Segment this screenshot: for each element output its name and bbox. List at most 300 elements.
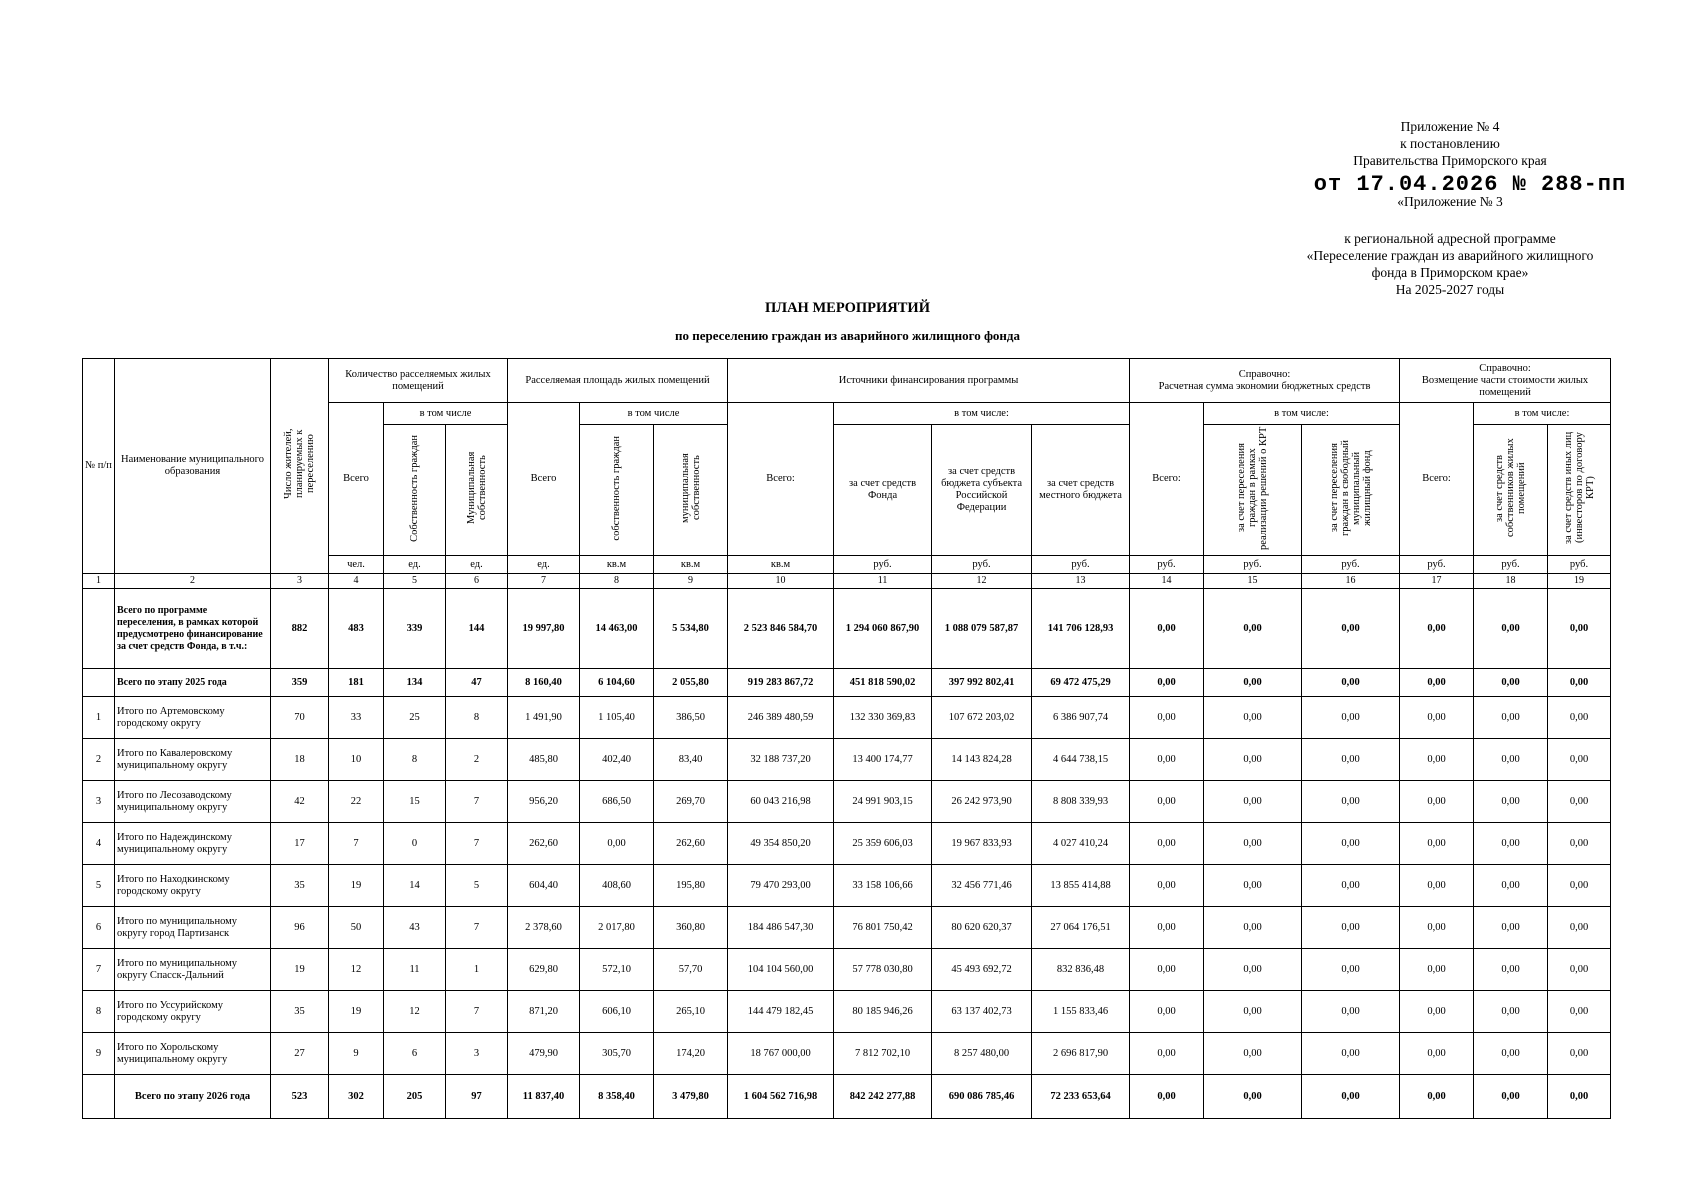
column-number: 19 <box>1548 574 1611 589</box>
unit-cell: руб. <box>1130 556 1204 574</box>
value-cell: 0,00 <box>1130 823 1204 865</box>
municipality-name: Итого по Уссурийскому городскому округу <box>115 991 271 1033</box>
col-economy-total: Всего: <box>1130 403 1204 556</box>
value-cell: 144 479 182,45 <box>728 991 834 1033</box>
value-cell: 0,00 <box>1474 781 1548 823</box>
column-number: 6 <box>446 574 508 589</box>
value-cell: 0,00 <box>1474 823 1548 865</box>
unit-cell: руб. <box>1548 556 1611 574</box>
value-cell: 0,00 <box>1130 949 1204 991</box>
value-cell: 339 <box>384 589 446 669</box>
value-cell: 33 158 106,66 <box>834 865 932 907</box>
row-number: 6 <box>83 907 115 949</box>
table-row <box>83 589 1611 669</box>
value-cell: 0,00 <box>1130 1033 1204 1075</box>
value-cell: 0,00 <box>1302 739 1400 781</box>
unit-cell: кв.м <box>580 556 654 574</box>
value-cell: 0,00 <box>1130 1075 1204 1119</box>
value-cell: 12 <box>329 949 384 991</box>
value-cell: 265,10 <box>654 991 728 1033</box>
value-cell: 141 706 128,93 <box>1032 589 1130 669</box>
municipality-name: Всего по этапу 2026 года <box>115 1075 271 1119</box>
value-cell: 2 378,60 <box>508 907 580 949</box>
value-cell: 262,60 <box>508 823 580 865</box>
column-number: 3 <box>271 574 329 589</box>
value-cell: 451 818 590,02 <box>834 669 932 697</box>
value-cell: 69 472 475,29 <box>1032 669 1130 697</box>
value-cell: 7 <box>446 823 508 865</box>
value-cell: 57 778 030,80 <box>834 949 932 991</box>
value-cell: 0,00 <box>1548 669 1611 697</box>
value-cell: 26 242 973,90 <box>932 781 1032 823</box>
value-cell: 1 294 060 867,90 <box>834 589 932 669</box>
value-cell: 269,70 <box>654 781 728 823</box>
value-cell: 24 991 903,15 <box>834 781 932 823</box>
table-row <box>83 823 1611 865</box>
value-cell: 18 <box>271 739 329 781</box>
value-cell: 483 <box>329 589 384 669</box>
value-cell: 7 <box>446 991 508 1033</box>
unit-cell: руб. <box>1400 556 1474 574</box>
value-cell: 0,00 <box>1400 669 1474 697</box>
municipality-name: Итого по Хорольскому муниципальному округу <box>115 1033 271 1075</box>
annex-program-ref: к региональной адресной программе <box>1344 231 1556 246</box>
column-number: 18 <box>1474 574 1548 589</box>
value-cell: 0,00 <box>1400 739 1474 781</box>
value-cell: 10 <box>329 739 384 781</box>
col-economy-krt: за счет переселения граждан в рамках реализации решений о КРТ <box>1204 425 1302 556</box>
col-economy-free-fund: за счет переселения граждан в свободный муниципальный жилищный фонд <box>1302 425 1400 556</box>
value-cell: 83,40 <box>654 739 728 781</box>
col-rooms-incl: в том числе <box>384 403 508 425</box>
col-economy-group: Справочно: Расчетная сумма экономии бюджетных средств <box>1130 359 1400 403</box>
value-cell: 0,00 <box>1474 907 1548 949</box>
unit-cell: ед. <box>508 556 580 574</box>
column-number: 5 <box>384 574 446 589</box>
col-area-private: собственность граждан <box>580 425 654 556</box>
value-cell: 0,00 <box>1302 949 1400 991</box>
value-cell: 0,00 <box>1400 1075 1474 1119</box>
municipality-name: Итого по Лесозаводскому муниципальному округу <box>115 781 271 823</box>
value-cell: 35 <box>271 865 329 907</box>
value-cell: 63 137 402,73 <box>932 991 1032 1033</box>
value-cell: 0,00 <box>1548 697 1611 739</box>
value-cell: 0,00 <box>1474 669 1548 697</box>
column-number: 8 <box>580 574 654 589</box>
unit-cell: чел. <box>329 556 384 574</box>
col-residents: Число жителей, планируемых к переселению <box>271 359 329 574</box>
value-cell: 8 257 480,00 <box>932 1033 1032 1075</box>
value-cell: 2 <box>446 739 508 781</box>
value-cell: 0,00 <box>580 823 654 865</box>
value-cell: 1 <box>446 949 508 991</box>
value-cell: 402,40 <box>580 739 654 781</box>
value-cell: 0,00 <box>1400 589 1474 669</box>
value-cell: 0,00 <box>1400 865 1474 907</box>
value-cell: 1 155 833,46 <box>1032 991 1130 1033</box>
unit-cell: кв.м <box>654 556 728 574</box>
col-rooms-private: Собственность граждан <box>384 425 446 556</box>
value-cell: 76 801 750,42 <box>834 907 932 949</box>
column-number: 17 <box>1400 574 1474 589</box>
value-cell: 0,00 <box>1400 781 1474 823</box>
column-number: 1 <box>83 574 115 589</box>
value-cell: 0,00 <box>1474 1075 1548 1119</box>
value-cell: 0,00 <box>1204 781 1302 823</box>
value-cell: 1 491,90 <box>508 697 580 739</box>
value-cell: 0,00 <box>1130 907 1204 949</box>
value-cell: 35 <box>271 991 329 1033</box>
municipality-name: Итого по Артемовскому городскому округу <box>115 697 271 739</box>
municipality-name: Итого по Надеждинскому муниципальному округу <box>115 823 271 865</box>
value-cell: 184 486 547,30 <box>728 907 834 949</box>
value-cell: 11 <box>384 949 446 991</box>
municipality-name: Итого по муниципальному округу Спасск-Дальний <box>115 949 271 991</box>
value-cell: 3 479,80 <box>654 1075 728 1119</box>
value-cell: 4 644 738,15 <box>1032 739 1130 781</box>
value-cell: 0,00 <box>1302 991 1400 1033</box>
value-cell: 70 <box>271 697 329 739</box>
resettlement-plan-table <box>82 358 1611 1119</box>
col-finance-total: Всего: <box>728 403 834 556</box>
value-cell: 8 <box>384 739 446 781</box>
value-cell: 0,00 <box>1548 949 1611 991</box>
column-number: 7 <box>508 574 580 589</box>
value-cell: 0,00 <box>1302 1075 1400 1119</box>
value-cell: 12 <box>384 991 446 1033</box>
value-cell: 832 836,48 <box>1032 949 1130 991</box>
value-cell: 0,00 <box>1204 823 1302 865</box>
value-cell: 606,10 <box>580 991 654 1033</box>
column-number: 12 <box>932 574 1032 589</box>
annex-program-name-2: фонда в Приморском крае» <box>1371 265 1529 280</box>
value-cell: 8 160,40 <box>508 669 580 697</box>
value-cell: 629,80 <box>508 949 580 991</box>
value-cell: 0,00 <box>1130 781 1204 823</box>
municipality-name: Всего по этапу 2025 года <box>115 669 271 697</box>
col-name: Наименование муниципального образования <box>115 359 271 574</box>
column-number: 4 <box>329 574 384 589</box>
col-economy-incl: в том числе: <box>1204 403 1400 425</box>
value-cell: 1 088 079 587,87 <box>932 589 1032 669</box>
value-cell: 0,00 <box>1204 991 1302 1033</box>
value-cell: 0,00 <box>1204 907 1302 949</box>
value-cell: 17 <box>271 823 329 865</box>
value-cell: 0,00 <box>1204 669 1302 697</box>
table-row <box>83 697 1611 739</box>
value-cell: 14 <box>384 865 446 907</box>
value-cell: 50 <box>329 907 384 949</box>
value-cell: 0,00 <box>1130 697 1204 739</box>
value-cell: 1 105,40 <box>580 697 654 739</box>
value-cell: 0,00 <box>1204 1075 1302 1119</box>
value-cell: 60 043 216,98 <box>728 781 834 823</box>
value-cell: 13 855 414,88 <box>1032 865 1130 907</box>
annex-to-decree: к постановлению <box>1400 136 1500 151</box>
unit-cell: кв.м <box>728 556 834 574</box>
value-cell: 9 <box>329 1033 384 1075</box>
value-cell: 96 <box>271 907 329 949</box>
value-cell: 0,00 <box>1400 697 1474 739</box>
value-cell: 181 <box>329 669 384 697</box>
col-area-total: Всего <box>508 403 580 556</box>
col-local-budget: за счет средств местного бюджета <box>1032 425 1130 556</box>
value-cell: 0,00 <box>1474 865 1548 907</box>
row-number: 8 <box>83 991 115 1033</box>
value-cell: 0,00 <box>1130 739 1204 781</box>
value-cell: 0,00 <box>1474 697 1548 739</box>
col-finance-incl: в том числе: <box>834 403 1130 425</box>
unit-cell: ед. <box>384 556 446 574</box>
value-cell: 195,80 <box>654 865 728 907</box>
municipality-name: Всего по программе переселения, в рамках которой предусмотрено финансирование за счет средств Фонда, в т.ч.: <box>115 589 271 669</box>
value-cell: 0,00 <box>1302 589 1400 669</box>
value-cell: 0,00 <box>1400 991 1474 1033</box>
table-row <box>83 1033 1611 1075</box>
value-cell: 45 493 692,72 <box>932 949 1032 991</box>
value-cell: 0,00 <box>1548 781 1611 823</box>
value-cell: 0,00 <box>1204 1033 1302 1075</box>
value-cell: 0,00 <box>1204 589 1302 669</box>
value-cell: 104 104 560,00 <box>728 949 834 991</box>
row-number: 2 <box>83 739 115 781</box>
value-cell: 0,00 <box>1474 1033 1548 1075</box>
row-number: 5 <box>83 865 115 907</box>
value-cell: 0,00 <box>1204 697 1302 739</box>
value-cell: 360,80 <box>654 907 728 949</box>
column-number: 9 <box>654 574 728 589</box>
value-cell: 302 <box>329 1075 384 1119</box>
value-cell: 134 <box>384 669 446 697</box>
value-cell: 0,00 <box>1302 823 1400 865</box>
col-rooms-total: Всего <box>329 403 384 556</box>
table-row <box>83 669 1611 697</box>
unit-cell: руб. <box>1474 556 1548 574</box>
value-cell: 57,70 <box>654 949 728 991</box>
value-cell: 80 185 946,26 <box>834 991 932 1033</box>
annex-prev-number: «Приложение № 3 <box>1397 194 1503 209</box>
value-cell: 144 <box>446 589 508 669</box>
value-cell: 0,00 <box>1400 823 1474 865</box>
value-cell: 205 <box>384 1075 446 1119</box>
value-cell: 386,50 <box>654 697 728 739</box>
value-cell: 42 <box>271 781 329 823</box>
value-cell: 0,00 <box>1474 589 1548 669</box>
value-cell: 174,20 <box>654 1033 728 1075</box>
value-cell: 7 812 702,10 <box>834 1033 932 1075</box>
value-cell: 43 <box>384 907 446 949</box>
column-number: 14 <box>1130 574 1204 589</box>
value-cell: 14 143 824,28 <box>932 739 1032 781</box>
value-cell: 0,00 <box>1548 823 1611 865</box>
row-number: 9 <box>83 1033 115 1075</box>
value-cell: 49 354 850,20 <box>728 823 834 865</box>
col-compensation-investors: за счет средств иных лиц (инвесторов по договору КРТ) <box>1548 425 1611 556</box>
value-cell: 72 233 653,64 <box>1032 1075 1130 1119</box>
table-row <box>83 739 1611 781</box>
value-cell: 485,80 <box>508 739 580 781</box>
value-cell: 79 470 293,00 <box>728 865 834 907</box>
annex-header <box>1230 118 1670 298</box>
value-cell: 13 400 174,77 <box>834 739 932 781</box>
row-number <box>83 669 115 697</box>
value-cell: 32 456 771,46 <box>932 865 1032 907</box>
value-cell: 871,20 <box>508 991 580 1033</box>
value-cell: 0,00 <box>1204 949 1302 991</box>
col-fund: за счет средств Фонда <box>834 425 932 556</box>
value-cell: 0,00 <box>1400 949 1474 991</box>
value-cell: 919 283 867,72 <box>728 669 834 697</box>
value-cell: 0,00 <box>1474 739 1548 781</box>
value-cell: 305,70 <box>580 1033 654 1075</box>
value-cell: 523 <box>271 1075 329 1119</box>
value-cell: 6 <box>384 1033 446 1075</box>
col-finance-group: Источники финансирования программы <box>728 359 1130 403</box>
col-np: № п/п <box>83 359 115 574</box>
row-number: 4 <box>83 823 115 865</box>
value-cell: 0,00 <box>1548 991 1611 1033</box>
annex-government: Правительства Приморского края <box>1353 153 1547 168</box>
value-cell: 0,00 <box>1130 991 1204 1033</box>
value-cell: 8 <box>446 697 508 739</box>
value-cell: 0,00 <box>1474 991 1548 1033</box>
col-area-incl: в том числе <box>580 403 728 425</box>
value-cell: 2 523 846 584,70 <box>728 589 834 669</box>
column-numbers-row <box>83 574 1611 589</box>
annex-number: Приложение № 4 <box>1400 119 1500 134</box>
row-number: 7 <box>83 949 115 991</box>
value-cell: 132 330 369,83 <box>834 697 932 739</box>
value-cell: 479,90 <box>508 1033 580 1075</box>
value-cell: 842 242 277,88 <box>834 1075 932 1119</box>
annex-program-name-1: «Переселение граждан из аварийного жилищного <box>1306 248 1594 263</box>
col-area-group: Расселяемая площадь жилых помещений <box>508 359 728 403</box>
value-cell: 19 <box>271 949 329 991</box>
table-row <box>83 865 1611 907</box>
value-cell: 572,10 <box>580 949 654 991</box>
table-row <box>83 781 1611 823</box>
table-row <box>83 1075 1611 1119</box>
value-cell: 0,00 <box>1548 907 1611 949</box>
value-cell: 0,00 <box>1302 865 1400 907</box>
row-number <box>83 589 115 669</box>
value-cell: 33 <box>329 697 384 739</box>
value-cell: 604,40 <box>508 865 580 907</box>
value-cell: 0,00 <box>1130 865 1204 907</box>
col-compensation-total: Всего: <box>1400 403 1474 556</box>
value-cell: 7 <box>446 781 508 823</box>
value-cell: 0,00 <box>1548 1033 1611 1075</box>
column-number: 2 <box>115 574 271 589</box>
unit-cell: руб. <box>1032 556 1130 574</box>
value-cell: 11 837,40 <box>508 1075 580 1119</box>
value-cell: 97 <box>446 1075 508 1119</box>
value-cell: 408,60 <box>580 865 654 907</box>
unit-cell: руб. <box>932 556 1032 574</box>
row-number <box>83 1075 115 1119</box>
value-cell: 4 027 410,24 <box>1032 823 1130 865</box>
value-cell: 0,00 <box>1204 865 1302 907</box>
value-cell: 0 <box>384 823 446 865</box>
col-rooms-municipal: Муниципальная собственность <box>446 425 508 556</box>
value-cell: 246 389 480,59 <box>728 697 834 739</box>
value-cell: 0,00 <box>1302 907 1400 949</box>
document-title: ПЛАН МЕРОПРИЯТИЙ <box>765 300 930 316</box>
value-cell: 397 992 802,41 <box>932 669 1032 697</box>
document-subtitle: по переселению граждан из аварийного жилищного фонда <box>674 328 1021 343</box>
value-cell: 22 <box>329 781 384 823</box>
value-cell: 0,00 <box>1130 669 1204 697</box>
value-cell: 32 188 737,20 <box>728 739 834 781</box>
unit-cell: ед. <box>446 556 508 574</box>
unit-cell: руб. <box>834 556 932 574</box>
unit-cell: руб. <box>1204 556 1302 574</box>
value-cell: 0,00 <box>1474 949 1548 991</box>
value-cell: 686,50 <box>580 781 654 823</box>
row-number: 1 <box>83 697 115 739</box>
municipality-name: Итого по муниципальному округу город Партизанск <box>115 907 271 949</box>
value-cell: 8 358,40 <box>580 1075 654 1119</box>
value-cell: 7 <box>329 823 384 865</box>
value-cell: 5 534,80 <box>654 589 728 669</box>
unit-cell: руб. <box>1302 556 1400 574</box>
value-cell: 0,00 <box>1400 907 1474 949</box>
value-cell: 19 <box>329 865 384 907</box>
col-area-municipal: муниципальная собственность <box>654 425 728 556</box>
value-cell: 882 <box>271 589 329 669</box>
column-number: 16 <box>1302 574 1400 589</box>
value-cell: 6 104,60 <box>580 669 654 697</box>
municipality-name: Итого по Находкинскому городскому округу <box>115 865 271 907</box>
column-number: 11 <box>834 574 932 589</box>
col-compensation-owners: за счет средств собственников жилых помещений <box>1474 425 1548 556</box>
value-cell: 0,00 <box>1548 589 1611 669</box>
value-cell: 27 <box>271 1033 329 1075</box>
table-row <box>83 949 1611 991</box>
value-cell: 0,00 <box>1548 865 1611 907</box>
value-cell: 19 967 833,93 <box>932 823 1032 865</box>
value-cell: 5 <box>446 865 508 907</box>
value-cell: 19 997,80 <box>508 589 580 669</box>
value-cell: 0,00 <box>1548 1075 1611 1119</box>
value-cell: 18 767 000,00 <box>728 1033 834 1075</box>
value-cell: 47 <box>446 669 508 697</box>
col-subject-budget: за счет средств бюджета субъекта Российской Федерации <box>932 425 1032 556</box>
value-cell: 0,00 <box>1302 1033 1400 1075</box>
value-cell: 2 017,80 <box>580 907 654 949</box>
decree-number: от 17.04.2026 № 288-пп <box>1313 172 1627 197</box>
value-cell: 0,00 <box>1302 781 1400 823</box>
value-cell: 7 <box>446 907 508 949</box>
value-cell: 107 672 203,02 <box>932 697 1032 739</box>
value-cell: 0,00 <box>1130 589 1204 669</box>
col-rooms-group: Количество расселяемых жилых помещений <box>329 359 508 403</box>
value-cell: 0,00 <box>1302 669 1400 697</box>
value-cell: 0,00 <box>1204 739 1302 781</box>
value-cell: 25 359 606,03 <box>834 823 932 865</box>
value-cell: 0,00 <box>1302 697 1400 739</box>
municipality-name: Итого по Кавалеровскому муниципальному округу <box>115 739 271 781</box>
value-cell: 2 696 817,90 <box>1032 1033 1130 1075</box>
value-cell: 3 <box>446 1033 508 1075</box>
value-cell: 690 086 785,46 <box>932 1075 1032 1119</box>
value-cell: 0,00 <box>1548 739 1611 781</box>
column-number: 15 <box>1204 574 1302 589</box>
column-number: 10 <box>728 574 834 589</box>
value-cell: 359 <box>271 669 329 697</box>
value-cell: 19 <box>329 991 384 1033</box>
table-row <box>83 991 1611 1033</box>
